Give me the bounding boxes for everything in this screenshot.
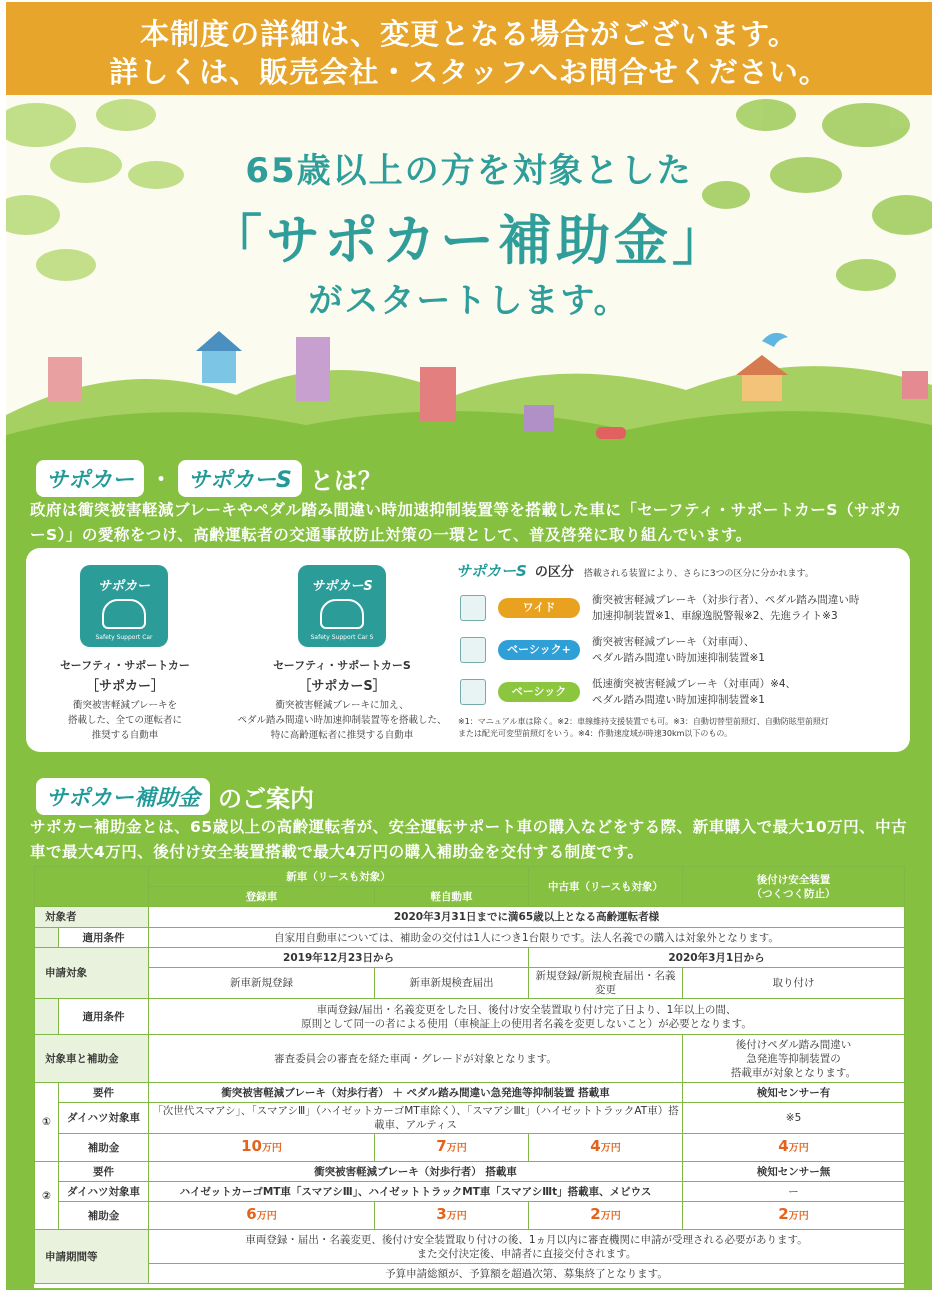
sapoka-s-caption: セーフティ・サポートカーS xyxy=(273,659,411,672)
group-1-amount-label: 補助金 xyxy=(59,1134,149,1162)
amount-unit: 万円 xyxy=(256,1211,277,1222)
section-1-body: 政府は衝突被害軽減ブレーキやペダル踏み間違い時加速抑制装置等を搭載した車に「セーフティ・サポートカーS（サポカーS）」の愛称をつけ、高齢運転者の交通事故防止対策の一環として、普及啓発に取り組んでいます。 xyxy=(30,501,902,544)
amount-unit: 万円 xyxy=(788,1211,809,1222)
sapoka-s-mini-logo: サポカーS xyxy=(456,562,527,580)
sapoka-s-logo-subtext: Safety Support Car S xyxy=(310,634,374,641)
group-2-cars: ハイゼットカーゴMT車「スマアシⅢ」、ハイゼットトラックMT車「スマアシⅢt」搭載車、メビウス xyxy=(149,1182,683,1202)
sapoka-logo-card xyxy=(80,565,168,647)
hero-title: 「サポカー補助金」 xyxy=(208,209,730,272)
amount-value: 4 xyxy=(778,1137,789,1155)
sapoka-subsidy-logo-pill: サポカー補助金 xyxy=(36,778,210,815)
section-1-title-suffix: とは？ xyxy=(309,467,382,495)
sapoka-logo-text: サポカー xyxy=(97,579,150,594)
group-2-amount-label: 補助金 xyxy=(59,1202,149,1230)
house-blue xyxy=(202,349,236,383)
tier-wide-description: 衝突被害軽減ブレーキ（対歩行者）、ペダル踏み間違い時 加速抑制装置※1、車線逸脱警報※2、先進ライト※3 xyxy=(592,594,860,622)
group-2-cars-label: ダイハツ対象車 xyxy=(59,1182,149,1202)
sapoka-s-wide-badge-icon xyxy=(460,595,486,621)
building-red xyxy=(420,367,456,421)
amount-value: 4 xyxy=(590,1137,601,1155)
building-purple xyxy=(296,337,330,401)
amount-value: 7 xyxy=(436,1137,447,1155)
section-what-is-support-car xyxy=(36,460,382,497)
hero-illustration xyxy=(6,95,932,465)
sapoka-description: 衝突被害軽減ブレーキを 搭載した、全ての運転者に 推奨する自動車 xyxy=(67,700,182,741)
group-2-number: ② xyxy=(35,1162,59,1230)
row-period-value: 車両登録・届出・名義変更、後付け安全装置取り付けの後、1ヵ月以内に審査機関に申請が受理される必要があります。 また交付決定後、申請者に直接交付されます。 xyxy=(149,1230,905,1264)
tier-basic-plus xyxy=(460,634,765,666)
car-icon xyxy=(320,599,364,629)
amount-unit: 万円 xyxy=(600,1143,621,1154)
sapoka-caption: セーフティ・サポートカー xyxy=(60,659,190,672)
group-1-amount-registered xyxy=(149,1134,375,1162)
sapoka-s-description: 衝突被害軽減ブレーキに加え、 ペダル踏み間違い時加速抑制装置等を搭載した、 特に高齢運転者に推奨する自動車 xyxy=(237,700,447,741)
categories-note: 搭載される装置により、さらに3つの区分に分かれます。 xyxy=(583,569,814,579)
hero-line-3: がスタートします。 xyxy=(308,281,630,321)
group-2-amount-registered xyxy=(149,1202,375,1230)
row-target-condition-label: 適用条件 xyxy=(59,928,149,948)
sapoka-name: ［サポカー］ xyxy=(85,679,164,694)
row-apply-condition-value: 車両登録/届出・名義変更をした日、後付け安全装置取り付け完了日より、1年以上の間、 原則として同一の者による使用（車検証上の使用者名義を変更しないこと）が必要となります。 xyxy=(149,999,905,1035)
header-new-car: 新車（リースも対象） xyxy=(149,867,529,887)
group-1-cars: 「次世代スマアシ」、「スマアシⅢ」（ハイゼットカーゴMT車除く）、「スマアシⅢt」（ハイゼットトラックAT車）搭載車、アルティス xyxy=(149,1103,683,1134)
group-2-amount-used xyxy=(529,1202,683,1230)
header-kei: 軽自動車 xyxy=(375,887,529,907)
bird-icon xyxy=(762,333,788,347)
tier-basic-plus-description: 衝突被害軽減ブレーキ（対車両）、 ペダル踏み間違い時加速抑制装置※1 xyxy=(592,636,765,664)
sapoka-s-logo-text: サポカーS xyxy=(311,579,373,594)
apply-retrofit: 取り付け xyxy=(683,968,905,999)
group-1-amount-kei xyxy=(375,1134,529,1162)
car-icon xyxy=(102,599,146,629)
sapoka-s-basic-plus-badge-icon xyxy=(460,637,486,663)
house-orange xyxy=(742,373,782,401)
group-1-cars-retrofit: ※5 xyxy=(683,1103,905,1134)
group-2-requirement-retrofit: 検知センサー無 xyxy=(683,1162,905,1182)
amount-value: 2 xyxy=(778,1205,789,1223)
notice-line-1: 本制度の詳細は、変更となる場合がございます。 xyxy=(140,17,798,51)
indent-cell xyxy=(35,999,59,1035)
group-1-number: ① xyxy=(35,1083,59,1162)
amount-unit: 万円 xyxy=(600,1211,621,1222)
group-2-requirement-label: 要件 xyxy=(59,1162,149,1182)
section-subsidy-guide xyxy=(36,778,314,815)
row-period-label: 申請期間等 xyxy=(35,1230,149,1284)
sapoka-s-logo-pill: サポカーS xyxy=(178,460,302,497)
amount-value: 10 xyxy=(241,1137,262,1155)
row-target-label: 対象者 xyxy=(35,907,149,928)
row-apply-label: 申請対象 xyxy=(35,948,149,999)
row-period-budget: 予算申請総額が、予算額を超過次第、募集終了となります。 xyxy=(149,1264,905,1284)
sapoka-s-logo-card xyxy=(298,565,386,647)
house-pink xyxy=(902,371,928,399)
apply-from-new: 2019年12月23日から xyxy=(149,948,529,968)
header-blank xyxy=(35,867,149,907)
notice-banner xyxy=(6,2,932,95)
amount-unit: 万円 xyxy=(446,1211,467,1222)
header-registered: 登録車 xyxy=(149,887,375,907)
apply-from-used: 2020年3月1日から xyxy=(529,948,905,968)
subsidy-table xyxy=(34,866,905,1284)
sapoka-s-categories-title xyxy=(456,560,814,581)
section-2-body: サポカー補助金とは、65歳以上の高齢運転者が、安全運転サポート車の購入などをする際、新車購入で最大10万円、中古車で最大4万円、後付け安全装置搭載で最大4万円の購入補助金を交付する制度です。 xyxy=(30,818,908,861)
amount-value: 2 xyxy=(590,1205,601,1223)
header-retrofit: 後付け安全装置 （つくつく防止） xyxy=(683,867,905,907)
subsidy-table-container xyxy=(34,866,904,1288)
section-2-title-suffix: のご案内 xyxy=(218,785,315,813)
building-1 xyxy=(48,357,82,401)
tier-wide-pill: ワイド xyxy=(498,598,580,618)
apply-registered: 新車新規登録 xyxy=(149,968,375,999)
tier-wide xyxy=(460,592,859,624)
row-apply-condition-label: 適用条件 xyxy=(59,999,149,1035)
apply-used: 新規登録/新規検査届出・名義変更 xyxy=(529,968,683,999)
amount-value: 3 xyxy=(436,1205,447,1223)
group-1-requirement-label: 要件 xyxy=(59,1083,149,1103)
tier-basic-plus-pill: ベーシック+ xyxy=(498,640,580,660)
group-1-requirement: 衝突被害軽減ブレーキ（対歩行者） ＋ ペダル踏み間違い急発進等抑制装置 搭載車 xyxy=(149,1083,683,1103)
row-subsidy-label: 対象車と補助金 xyxy=(35,1035,149,1083)
group-1-amount-used xyxy=(529,1134,683,1162)
notice-line-2: 詳しくは、販売会社・スタッフへお問合せください。 xyxy=(109,55,829,89)
car-icon xyxy=(596,427,626,439)
amount-unit: 万円 xyxy=(788,1143,809,1154)
amount-unit: 万円 xyxy=(261,1143,282,1154)
house-purple xyxy=(524,405,554,431)
row-subsidy-retrofit: 後付けペダル踏み間違い 急発進等抑制装置の 搭載車が対象となります。 xyxy=(683,1035,905,1083)
sapoka-logo-subtext: Safety Support Car xyxy=(95,634,153,641)
group-1-cars-label: ダイハツ対象車 xyxy=(59,1103,149,1134)
hero-line-1: 65歳以上の方を対象とした xyxy=(245,151,693,191)
group-2-amount-retrofit xyxy=(683,1202,905,1230)
bottom-footnote: ★サポカー補助金の詳細は、販売会社・スタッフまでお問合せください。※5：後付け安全装置「つくつく防止」の対象車は販売会社・スタッフまでお問合せください。 xyxy=(34,1293,677,1303)
header-used-car: 中古車（リースも対象） xyxy=(529,867,683,907)
categories-label: の区分 xyxy=(534,565,574,580)
group-2-amount-kei xyxy=(375,1202,529,1230)
row-target-value: 2020年3月31日までに満65歳以上となる高齢運転者様 xyxy=(149,907,905,928)
separator-dot: ・ xyxy=(150,468,173,493)
amount-value: 6 xyxy=(246,1205,257,1223)
tier-basic xyxy=(460,676,796,708)
sapoka-s-basic-badge-icon xyxy=(460,679,486,705)
apply-kei: 新車新規検査届出 xyxy=(375,968,529,999)
group-1-amount-retrofit xyxy=(683,1134,905,1162)
row-target-condition-value: 自家用自動車については、補助金の交付は1人につき1台限りです。法人名義での購入は対象外となります。 xyxy=(149,928,905,948)
sapoka-s-name: ［サポカーS］ xyxy=(298,679,386,694)
sapoka-logo-pill: サポカー xyxy=(36,460,144,497)
indent-cell xyxy=(35,928,59,948)
group-2-cars-retrofit: ー xyxy=(683,1182,905,1202)
row-subsidy-value: 審査委員会の審査を経た車両・グレードが対象となります。 xyxy=(149,1035,683,1083)
group-2-requirement: 衝突被害軽減ブレーキ（対歩行者） 搭載車 xyxy=(149,1162,683,1182)
group-1-requirement-retrofit: 検知センサー有 xyxy=(683,1083,905,1103)
amount-unit: 万円 xyxy=(446,1143,467,1154)
tier-basic-pill: ベーシック xyxy=(498,682,580,702)
categories-footnote: ※1：マニュアル車は除く。※2：車線維持支援装置でも可。※3：自動切替型前照灯、自動防眩型前照灯 または配光可変型前照灯をいう。※4：作動速度域が時速30km以下のもの。 xyxy=(458,717,829,738)
tier-basic-description: 低速衝突被害軽減ブレーキ（対車両）※4、 ペダル踏み間違い時加速抑制装置※1 xyxy=(592,678,797,706)
